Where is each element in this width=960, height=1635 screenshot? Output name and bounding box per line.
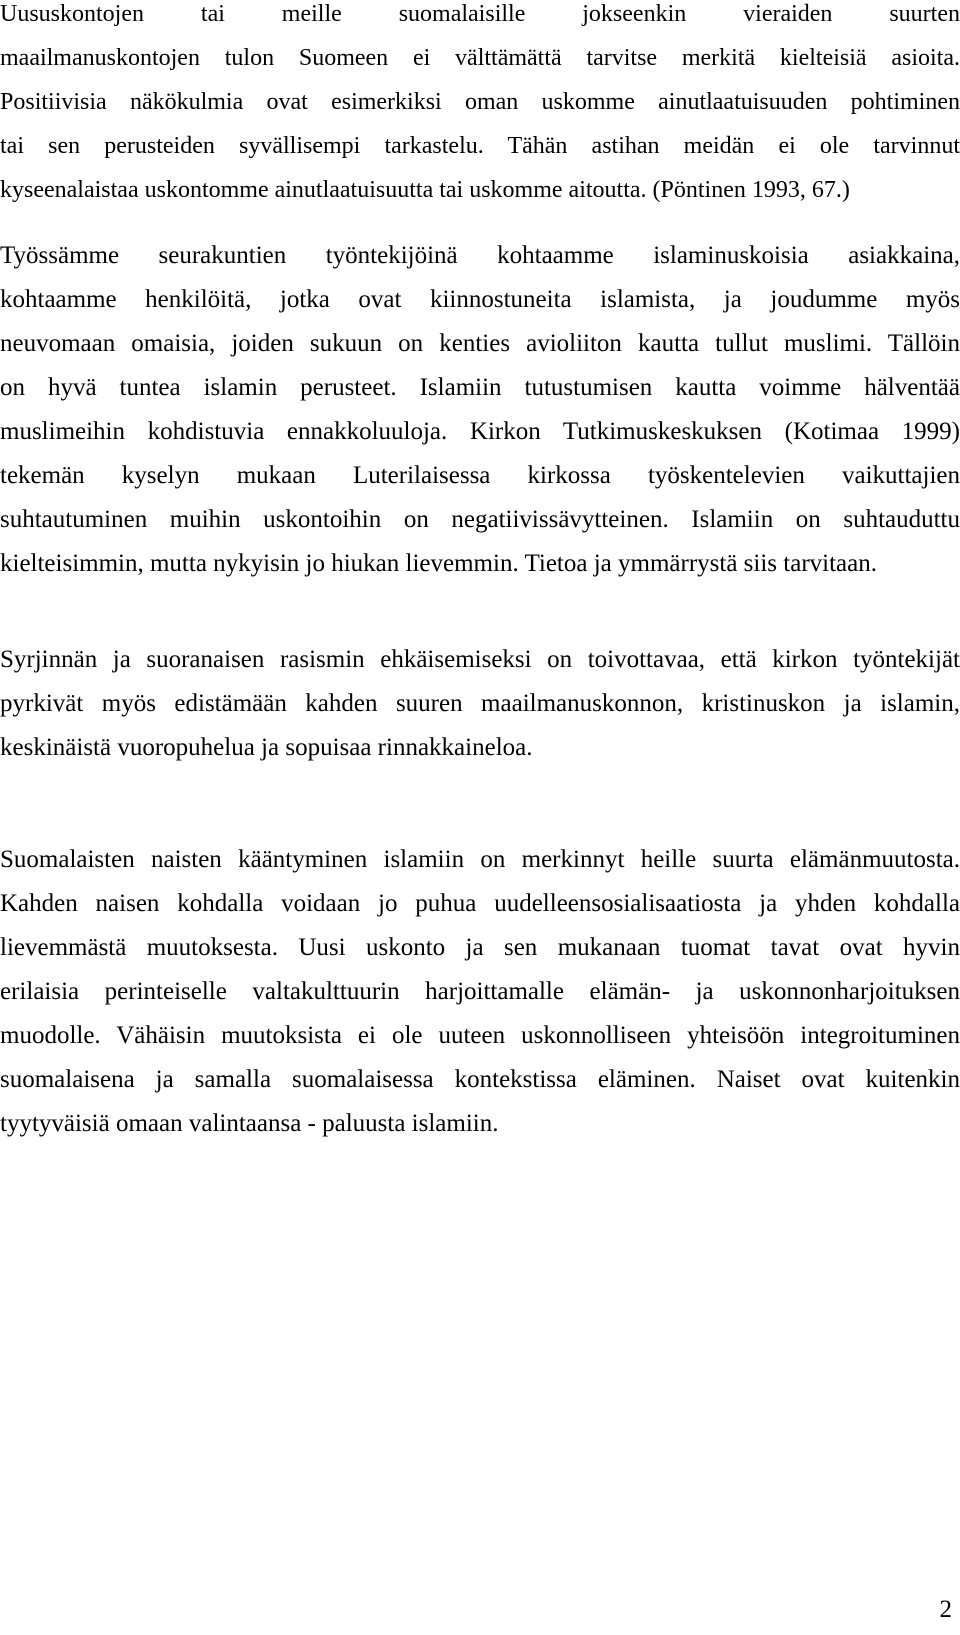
text-line: pyrkivät myös edistämään kahden suuren maailmanuskonnon, kristinuskon ja islamin, — [0, 690, 960, 717]
text-line: suhtautuminen muihin uskontoihin on negatiivissävytteinen. Islamiin on suhtauduttu — [0, 506, 960, 533]
text-line: tekemän kyselyn mukaan Luterilaisessa kirkossa työskentelevien vaikuttajien — [0, 462, 960, 489]
text-line: Uususkontojen tai meille suomalaisille jokseenkin vieraiden suurten — [0, 1, 960, 27]
paragraph-2 — [0, 234, 960, 586]
text-line: Positiivisia näkökulmia ovat esimerkiksi oman uskomme ainutlaatuisuuden pohtiminen — [0, 89, 960, 115]
text-line: Työssämme seurakuntien työntekijöinä kohtaamme islaminuskoisia asiakkaina, — [0, 242, 960, 269]
paragraph-1 — [0, 0, 960, 212]
text-line: suomalaisena ja samalla suomalaisessa kontekstissa eläminen. Naiset ovat kuitenkin — [0, 1066, 960, 1093]
paragraph-3 — [0, 638, 960, 770]
paragraph-4 — [0, 838, 960, 1146]
text-line: on hyvä tuntea islamin perusteet. Islamiin tutustumisen kautta voimme hälventää — [0, 374, 960, 401]
text-line: tai sen perusteiden syvällisempi tarkastelu. Tähän astihan meidän ei ole tarvinnut — [0, 133, 960, 159]
text-line: kohtaamme henkilöitä, jotka ovat kiinnostuneita islamista, ja joudumme myös — [0, 286, 960, 313]
text-line: Kahden naisen kohdalla voidaan jo puhua uudelleensosialisaatiosta ja yhden kohdalla — [0, 890, 960, 917]
page-number: 2 — [939, 1596, 952, 1623]
text-line: kyseenalaistaa uskontomme ainutlaatuisuutta tai uskomme aitoutta. (Pöntinen 1993, 67.) — [0, 177, 850, 203]
text-line: neuvomaan omaisia, joiden sukuun on kenties avioliiton kautta tullut muslimi. Tällöin — [0, 330, 960, 357]
text-line: erilaisia perinteiselle valtakulttuurin harjoittamalle elämän- ja uskonnonharjoituksen — [0, 978, 960, 1005]
text-line: lievemmästä muutoksesta. Uusi uskonto ja sen mukanaan tuomat tavat ovat hyvin — [0, 934, 960, 961]
text-line: muodolle. Vähäisin muutoksista ei ole uuteen uskonnolliseen yhteisöön integroituminen — [0, 1022, 960, 1049]
text-line: kielteisimmin, mutta nykyisin jo hiukan lievemmin. Tietoa ja ymmärrystä siis tarvitaan. — [0, 550, 877, 577]
text-line: maailmanuskontojen tulon Suomeen ei välttämättä tarvitse merkitä kielteisiä asioita. — [0, 45, 960, 71]
text-line: muslimeihin kohdistuvia ennakkoluuloja. Kirkon Tutkimuskeskuksen (Kotimaa 1999) — [0, 418, 960, 445]
text-line: Syrjinnän ja suoranaisen rasismin ehkäisemiseksi on toivottavaa, että kirkon työntekijät — [0, 646, 960, 673]
text-line: keskinäistä vuoropuhelua ja sopuisaa rinnakkaineloa. — [0, 734, 533, 761]
text-line: tyytyväisiä omaan valintaansa - paluusta islamiin. — [0, 1110, 499, 1137]
text-line: Suomalaisten naisten kääntyminen islamiin on merkinnyt heille suurta elämänmuutosta. — [0, 846, 960, 873]
